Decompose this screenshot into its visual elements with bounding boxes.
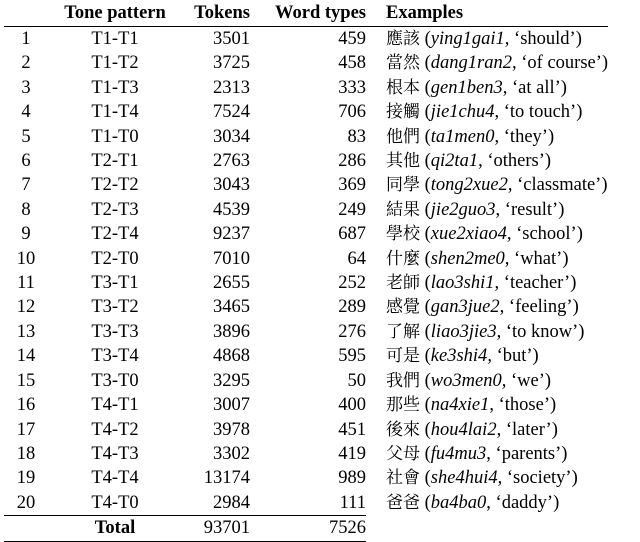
example-romanization: ying1gai1	[430, 29, 505, 49]
row-tone-pattern: T3-T3	[91, 321, 139, 342]
total-examples-cell	[366, 516, 608, 541]
example-romanization: hou4lai2	[430, 419, 497, 440]
row-index: 19	[16, 468, 36, 489]
example-hanzi: 父母	[386, 443, 420, 464]
row-tone-pattern: T2-T4	[91, 224, 139, 245]
row-index: 14	[16, 346, 36, 367]
table-row	[4, 295, 608, 319]
example-hanzi: 我們	[386, 370, 420, 391]
example-gloss: ‘what’	[514, 248, 563, 269]
row-tone-pattern: T2-T3	[91, 199, 139, 220]
example-romanization: shen2me0	[430, 248, 505, 269]
example-romanization: liao3jie3	[430, 321, 497, 342]
row-word-types: 595	[338, 346, 366, 367]
example-gloss: ‘we’	[510, 370, 545, 391]
row-word-types: 249	[338, 199, 366, 220]
example-hanzi: 他們	[386, 126, 420, 147]
example-romanization: xue2xiao4	[430, 224, 507, 245]
row-tokens: 3043	[213, 175, 250, 196]
example-gloss: ‘daddy’	[495, 492, 554, 513]
row-word-types: 252	[338, 273, 366, 294]
table-row	[4, 100, 608, 124]
row-word-types: 83	[347, 126, 366, 147]
row-example: 當然 (dang1ran2, ‘of course’)	[386, 53, 609, 74]
row-tokens: 2655	[213, 273, 250, 294]
row-tone-pattern: T1-T1	[91, 29, 139, 49]
table-row	[4, 198, 608, 222]
example-hanzi: 學校	[386, 224, 420, 245]
example-hanzi: 應該	[386, 29, 420, 49]
example-hanzi: 了解	[386, 321, 420, 342]
row-word-types: 333	[338, 77, 366, 98]
row-tone-pattern: T1-T0	[91, 126, 139, 147]
row-example: 感覺 (gan3jue2, ‘feeling’)	[386, 297, 579, 318]
row-example: 他們 (ta1men0, ‘they’)	[386, 126, 555, 147]
example-gloss: ‘of course’	[521, 53, 602, 74]
example-hanzi: 其他	[386, 151, 420, 172]
row-tokens: 3295	[213, 370, 250, 391]
row-index: 13	[16, 321, 36, 342]
example-hanzi: 老師	[386, 273, 420, 294]
row-example: 結果 (jie2guo3, ‘result’)	[386, 199, 565, 220]
row-tokens: 3725	[213, 53, 250, 74]
row-example: 那些 (na4xie1, ‘those’)	[386, 395, 557, 416]
example-hanzi: 同學	[386, 175, 420, 196]
row-example: 老師 (lao3shi1, ‘teacher’)	[386, 273, 577, 294]
example-romanization: jie1chu4	[430, 102, 495, 123]
row-tone-pattern: T4-T3	[91, 443, 139, 464]
example-romanization: ta1men0	[430, 126, 495, 147]
row-word-types: 706	[338, 102, 366, 123]
example-romanization: jie2guo3	[430, 199, 496, 220]
example-romanization: gen1ben3	[430, 77, 503, 98]
example-hanzi: 當然	[386, 53, 420, 74]
row-tokens: 3978	[213, 419, 250, 440]
row-word-types: 400	[338, 395, 366, 416]
row-word-types: 459	[338, 29, 366, 49]
row-tone-pattern: T1-T4	[91, 102, 139, 123]
tone-pattern-table	[4, 0, 608, 542]
header-tone-pattern: Tone pattern	[48, 0, 182, 27]
row-tokens: 3896	[213, 321, 250, 342]
example-gloss: ‘classmate’	[517, 175, 602, 196]
table-row	[4, 271, 608, 295]
example-gloss: ‘teacher’	[503, 273, 571, 294]
row-tokens: 7010	[213, 248, 250, 269]
row-word-types: 276	[338, 321, 366, 342]
table-row	[4, 222, 608, 246]
example-gloss: ‘at all’	[511, 77, 561, 98]
row-tokens: 3465	[213, 297, 250, 318]
table-row	[4, 491, 608, 516]
example-gloss: ‘later’	[505, 419, 552, 440]
total-index-cell	[4, 516, 48, 541]
row-tokens: 3302	[213, 443, 250, 464]
example-gloss: ‘those’	[498, 395, 550, 416]
row-index: 11	[17, 273, 35, 294]
row-word-types: 64	[347, 248, 366, 269]
header-index	[4, 0, 48, 27]
row-tokens: 4868	[213, 346, 250, 367]
row-example: 了解 (liao3jie3, ‘to know’)	[386, 321, 585, 342]
row-tone-pattern: T4-T0	[91, 492, 139, 513]
example-hanzi: 什麼	[386, 248, 420, 269]
row-index: 20	[16, 492, 36, 513]
example-gloss: ‘they’	[503, 126, 548, 147]
header-tokens: Tokens	[182, 0, 250, 27]
row-tone-pattern: T4-T4	[91, 468, 139, 489]
table-row	[4, 51, 608, 75]
header-word-types: Word types	[250, 0, 366, 27]
row-index: 16	[16, 395, 36, 416]
header-row	[4, 0, 608, 27]
row-tone-pattern: T4-T2	[91, 419, 139, 440]
row-index: 15	[16, 370, 36, 391]
example-hanzi: 爸爸	[386, 492, 420, 513]
example-gloss: ‘to know’	[505, 321, 579, 342]
row-tone-pattern: T2-T2	[91, 175, 139, 196]
table-row	[4, 76, 608, 100]
row-tokens: 2313	[213, 77, 250, 98]
row-tokens: 3007	[213, 395, 250, 416]
example-hanzi: 感覺	[386, 297, 420, 318]
example-hanzi: 結果	[386, 199, 420, 220]
example-gloss: ‘result’	[504, 199, 559, 220]
example-romanization: fu4mu3	[430, 443, 487, 464]
row-example: 其他 (qi2ta1, ‘others’)	[386, 151, 552, 172]
row-example: 應該 (ying1gai1, ‘should’)	[386, 29, 582, 49]
table-row	[4, 149, 608, 173]
example-romanization: tong2xue2	[430, 175, 508, 196]
row-word-types: 989	[338, 468, 366, 489]
row-index: 7	[21, 175, 31, 196]
example-romanization: ke3shi4	[430, 346, 488, 367]
row-example: 什麼 (shen2me0, ‘what’)	[386, 248, 569, 269]
example-hanzi: 接觸	[386, 102, 420, 123]
total-row	[4, 516, 608, 541]
example-gloss: ‘to touch’	[503, 102, 577, 123]
row-tokens: 3501	[213, 29, 250, 49]
table-body	[4, 27, 608, 516]
row-example: 可是 (ke3shi4, ‘but’)	[386, 346, 539, 367]
example-hanzi: 社會	[386, 468, 420, 489]
example-gloss: ‘school’	[516, 224, 577, 245]
row-tone-pattern: T3-T0	[91, 370, 139, 391]
row-index: 1	[21, 29, 31, 49]
row-tone-pattern: T3-T2	[91, 297, 139, 318]
table-row	[4, 442, 608, 466]
example-hanzi: 根本	[386, 77, 420, 98]
example-gloss: ‘should’	[514, 29, 576, 49]
example-romanization: qi2ta1	[430, 151, 479, 172]
row-tone-pattern: T3-T1	[91, 273, 139, 294]
row-index: 6	[21, 151, 31, 172]
example-romanization: dang1ran2	[430, 53, 512, 74]
table-row	[4, 393, 608, 417]
example-romanization: ba4ba0	[430, 492, 487, 513]
table-row	[4, 344, 608, 368]
table-row	[4, 369, 608, 393]
example-romanization: gan3jue2	[430, 297, 500, 318]
row-index: 3	[21, 77, 31, 98]
row-tokens: 13174	[203, 468, 250, 489]
row-word-types: 458	[338, 53, 366, 74]
row-example: 爸爸 (ba4ba0, ‘daddy’)	[386, 492, 560, 513]
table-row	[4, 27, 608, 52]
example-gloss: ‘parents’	[495, 443, 562, 464]
row-tokens: 3034	[213, 126, 250, 147]
example-gloss: ‘society’	[506, 468, 572, 489]
row-index: 2	[21, 53, 31, 74]
example-romanization: she4hui4	[430, 468, 498, 489]
row-tokens: 4539	[213, 199, 250, 220]
row-word-types: 451	[338, 419, 366, 440]
row-example: 社會 (she4hui4, ‘society’)	[386, 468, 578, 489]
row-index: 18	[16, 443, 36, 464]
row-word-types: 111	[339, 492, 366, 513]
row-example: 父母 (fu4mu3, ‘parents’)	[386, 443, 568, 464]
total-word-types: 7526	[250, 516, 366, 541]
table-row	[4, 173, 608, 197]
row-example: 同學 (tong2xue2, ‘classmate’)	[386, 175, 608, 196]
example-gloss: ‘but’	[496, 346, 533, 367]
total-tokens: 93701	[182, 516, 250, 541]
header-examples: Examples	[366, 0, 608, 27]
row-tone-pattern: T1-T2	[91, 53, 139, 74]
row-index: 5	[21, 126, 31, 147]
table-row	[4, 247, 608, 271]
table-row	[4, 418, 608, 442]
row-tone-pattern: T2-T0	[91, 248, 139, 269]
example-romanization: wo3men0	[430, 370, 502, 391]
row-example: 根本 (gen1ben3, ‘at all’)	[386, 77, 567, 98]
row-example: 我們 (wo3men0, ‘we’)	[386, 370, 552, 391]
row-word-types: 369	[338, 175, 366, 196]
table-row	[4, 320, 608, 344]
row-tokens: 7524	[213, 102, 250, 123]
row-tone-pattern: T4-T1	[91, 395, 139, 416]
example-hanzi: 後來	[386, 419, 420, 440]
row-index: 9	[21, 224, 31, 245]
example-hanzi: 那些	[386, 395, 420, 416]
row-index: 17	[16, 419, 36, 440]
row-index: 10	[16, 248, 36, 269]
row-index: 8	[21, 199, 31, 220]
row-tone-pattern: T1-T3	[91, 77, 139, 98]
row-example: 接觸 (jie1chu4, ‘to touch’)	[386, 102, 583, 123]
row-tone-pattern: T2-T1	[91, 151, 139, 172]
row-word-types: 687	[338, 224, 366, 245]
row-word-types: 289	[338, 297, 366, 318]
row-tokens: 2763	[213, 151, 250, 172]
row-example: 學校 (xue2xiao4, ‘school’)	[386, 224, 583, 245]
example-gloss: ‘feeling’	[508, 297, 573, 318]
row-tokens: 2984	[213, 492, 250, 513]
row-example: 後來 (hou4lai2, ‘later’)	[386, 419, 558, 440]
row-word-types: 419	[338, 443, 366, 464]
example-romanization: lao3shi1	[430, 273, 495, 294]
example-romanization: na4xie1	[430, 395, 490, 416]
example-hanzi: 可是	[386, 346, 420, 367]
row-word-types: 286	[338, 151, 366, 172]
row-tone-pattern: T3-T4	[91, 346, 139, 367]
row-index: 4	[21, 102, 31, 123]
row-index: 12	[16, 297, 36, 318]
table-row	[4, 125, 608, 149]
table-row	[4, 466, 608, 490]
total-label: Total	[48, 516, 182, 541]
row-word-types: 50	[347, 370, 366, 391]
row-tokens: 9237	[213, 224, 250, 245]
example-gloss: ‘others’	[487, 151, 545, 172]
